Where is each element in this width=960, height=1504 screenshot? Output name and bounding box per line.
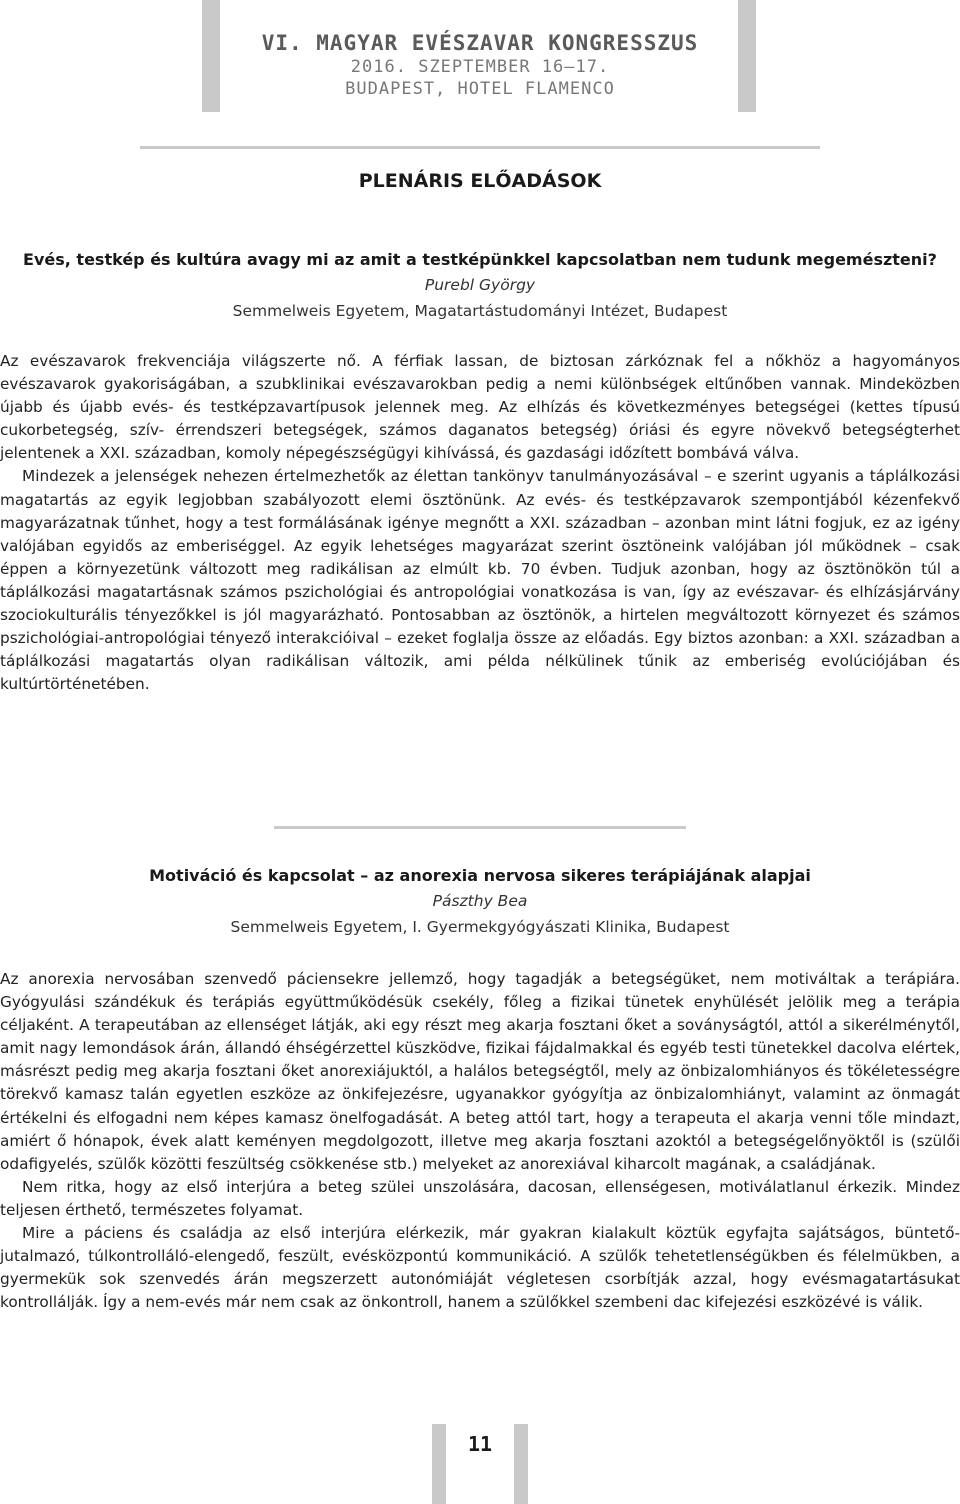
page-number: 11 xyxy=(467,1432,493,1456)
talk-1-paragraph-2: Mindezek a jelenségek nehezen értelmezhetők az élettan tankönyv tanulmányozásával – e szerint ugyanis a táplálkozási magatartás az egyik legjobban szabályozott elemi ösztönünk. Az evés- és testképzavarok szempontjából kézenfekvő magyarázatnak tűnhet, hogy a test formálásának igénye megnőtt a XXI. században – azonban mint látni fogjuk, ez az igény valójában egyidős az emberiséggel. Az egyik lehetséges magyarázat szerint ösztöneink valójában jól működnek – csak éppen a környezetünk változott meg radikálisan az elmúlt kb. 70 évben. Tudjuk azonban, hogy az ösztönökön túl a táplálkozási magatartásnak számos pszichológiai és antropológiai vonatkozása is van, így az evészavar- és elhízásjárvány szociokulturális tényezőkkel is jól magyarázható. Pontosabban az ösztönök, a hirtelen megváltozott környezet és számos pszichológiai-antropológiai tényező interakcióival – ezeket foglalja össze az előadás. Egy biztos azonban: a XXI. században a táplálkozási magatartás olyan radikálisan változik, ami példa nélkülinek tűnik az emberiség evolúciójában és kultúrtörténetében. xyxy=(0,467,960,694)
talk-2-author: Pászthy Bea xyxy=(432,892,528,910)
talk-1-header xyxy=(0,248,960,324)
conference-header xyxy=(0,30,960,100)
talk-2-paragraph-2: Nem ritka, hogy az első interjúra a beteg szülei unszolására, dacosan, ellenségesen, motiválatlanul érkezik. Mindez teljesen érthető, természetes folyamat. xyxy=(0,1177,960,1219)
section-heading: PLENÁRIS ELŐADÁSOK xyxy=(358,170,602,192)
top-divider xyxy=(140,146,820,149)
conference-date: 2016. SZEPTEMBER 16–17. xyxy=(350,57,610,77)
conference-title: VI. MAGYAR EVÉSZAVAR KONGRESSZUS xyxy=(261,31,699,55)
talk-2-header xyxy=(0,864,960,940)
talk-2-paragraph-1: Az anorexia nervosában szenvedő páciensekre jellemző, hogy tagadják a betegségüket, nem motiváltak a terápiára. Gyógyulási szándékuk és terápiás együttműködésük csekély, főleg a fizikai tünetek enyhülését jelölik meg a terápia céljaként. A terapeutában az ellenséget látják, aki egy részt meg akarja fosztani őket a soványságtól, attól a sikerélménytől, amit nagy lemondások árán, állandó éhségérzettel küszködve, fizikai fájdalmakkal és egyéb testi tünetekkel dacolva elértek, másrészt pedig meg akarja fosztani őket anorexiájuktól, a halálos betegségtől, mely az önbizalomhiányos és tökéletességre törekvő kamasz talán egyetlen eszköze az önkifejezésre, ugyanakkor gyógyítja az önbizalomhiányt, valamint az önmagát értékelni és elfogadni nem képes kamasz önelfogadását. A beteg attól tart, hogy a terapeuta el akarja venni tőle mindazt, amiért ő hónapok, évek alatt keményen megdolgozott, illetve meg akarja fosztani azoktól a betegségelőnyöktől is (szülői odafigyelés, szülők közötti feszültség csökkenése stb.) melyeket az anorexiával kiharcolt magának, a családjának. xyxy=(0,970,960,1173)
middle-divider xyxy=(274,826,686,829)
talk-1-paragraph-1: Az evészavarok frekvenciája világszerte nő. A férfiak lassan, de biztosan zárkóznak fel a nőkhöz a hagyományos evészavarok gyakoriságában, a szubklinikai evészavarokban pedig a nemi különbségek eltűnőben vannak. Mindeközben újabb és újabb evés- és testképzavartípusok jelennek meg. Az elhízás és következményes betegségei (kettes típusú cukorbetegség, szív- érrendszeri betegségek, számos daganatos betegség) óriási és egyre növekvő betegségterhet jelentenek a XXI. században, komoly népegészségügyi kihívássá, és gazdasági időzített bombává válva. xyxy=(0,352,960,463)
talk-1-title: Evés, testkép és kultúra avagy mi az amit a testképünkkel kapcsolatban nem tudunk megemészteni? xyxy=(23,250,937,269)
talk-2-affiliation: Semmelweis Egyetem, I. Gyermekgyógyászati Klinika, Budapest xyxy=(230,918,730,936)
talk-2-paragraph-3: Mire a páciens és családja az első interjúra elérkezik, már gyakran kialakult köztük egyfajta sajátságos, büntető-jutalmazó, túlkontrolláló-elengedő, feszült, evésközpontú kommunikáció. A szülők tehetetlenségükben és félelmükben, a gyermekük sok szenvedés árán megszerzett autonómiáját végletesen csorbítják azzal, hogy evésmagatartásukat kontrollálják. Így a nem-evés már nem csak az önkontroll, hanem a szülőkkel szembeni dac kifejezési eszközévé is válik. xyxy=(0,1224,960,1312)
page-number-block xyxy=(432,1424,528,1504)
talk-1-author: Purebl György xyxy=(424,276,536,294)
talk-2-abstract xyxy=(0,968,960,1314)
talk-1-abstract xyxy=(0,350,960,696)
talk-1-affiliation: Semmelweis Egyetem, Magatartástudományi Intézet, Budapest xyxy=(232,302,728,320)
conference-venue: BUDAPEST, HOTEL FLAMENCO xyxy=(345,79,615,99)
talk-2-title: Motiváció és kapcsolat – az anorexia nervosa sikeres terápiájának alapjai xyxy=(149,866,811,885)
